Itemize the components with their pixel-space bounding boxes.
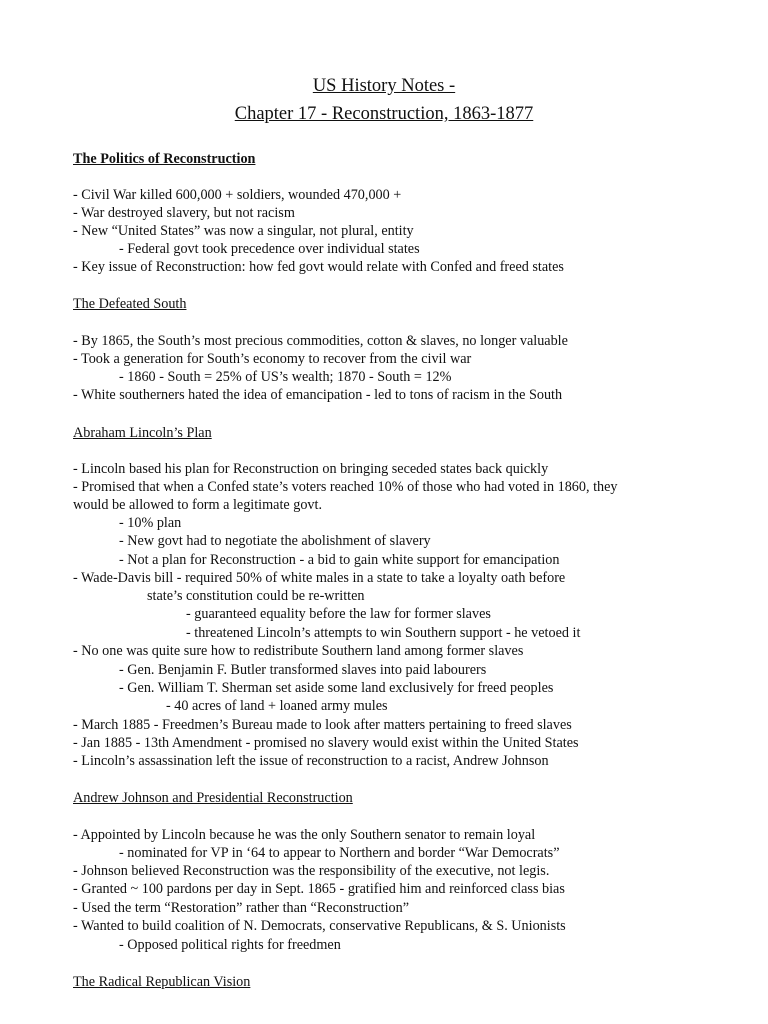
section-heading: Abraham Lincoln’s Plan xyxy=(73,425,212,441)
note-line: - Appointed by Lincoln because he was the only Southern senator to remain loyal xyxy=(73,827,536,843)
section-heading: The Defeated South xyxy=(73,296,187,312)
section-heading: Andrew Johnson and Presidential Reconstruction xyxy=(73,790,353,806)
section-heading: The Radical Republican Vision xyxy=(73,974,251,990)
chapter-subtitle: Chapter 17 - Reconstruction, 1863-1877 xyxy=(234,104,534,124)
note-line: - Lincoln’s assassination left the issue of reconstruction to a racist, Andrew Johnson xyxy=(73,753,549,769)
note-line: - Civil War killed 600,000 + soldiers, wounded 470,000 + xyxy=(73,187,402,203)
note-line: - Johnson believed Reconstruction was the responsibility of the executive, not legis. xyxy=(73,863,550,879)
note-line: - Took a generation for South’s economy to recover from the civil war xyxy=(73,351,472,367)
note-line-indented: - 40 acres of land + loaned army mules xyxy=(166,698,388,714)
note-line: - Key issue of Reconstruction: how fed govt would relate with Confed and freed states xyxy=(73,259,564,275)
note-line-indented: - threatened Lincoln’s attempts to win Southern support - he vetoed it xyxy=(186,625,581,641)
note-line-indented: - nominated for VP in ‘64 to appear to Northern and border “War Democrats” xyxy=(119,845,560,861)
note-line: - Promised that when a Confed state’s voters reached 10% of those who had voted in 1860, they xyxy=(73,479,618,495)
note-line-indented: - guaranteed equality before the law for former slaves xyxy=(186,606,491,622)
note-line-indented: - Gen. William T. Sherman set aside some land exclusively for freed peoples xyxy=(119,680,554,696)
note-line: - War destroyed slavery, but not racism xyxy=(73,205,295,221)
note-line-indented: - 10% plan xyxy=(119,515,182,531)
note-line-indented: - Opposed political rights for freedmen xyxy=(119,937,341,953)
note-line-indented: - Gen. Benjamin F. Butler transformed slaves into paid labourers xyxy=(119,662,487,678)
note-line: would be allowed to form a legitimate govt. xyxy=(73,497,323,513)
note-line: - Lincoln based his plan for Reconstruction on bringing seceded states back quickly xyxy=(73,461,549,477)
note-line: - Used the term “Restoration” rather than “Reconstruction” xyxy=(73,900,410,916)
note-line: - By 1865, the South’s most precious commodities, cotton & slaves, no longer valuable xyxy=(73,333,568,349)
note-line: - No one was quite sure how to redistribute Southern land among former slaves xyxy=(73,643,524,659)
note-line: - Wanted to build coalition of N. Democrats, conservative Republicans, & S. Unionists xyxy=(73,918,566,934)
note-line: - Wade-Davis bill - required 50% of white males in a state to take a loyalty oath before xyxy=(73,570,566,586)
note-line-indented: - New govt had to negotiate the abolishment of slavery xyxy=(119,533,431,549)
note-line-indented: - Not a plan for Reconstruction - a bid to gain white support for emancipation xyxy=(119,552,560,568)
note-line-indented: state’s constitution could be re-written xyxy=(147,588,365,604)
note-line-indented: - Federal govt took precedence over individual states xyxy=(119,241,420,257)
note-line-indented: - 1860 - South = 25% of US’s wealth; 1870 - South = 12% xyxy=(119,369,452,385)
note-line: - March 1885 - Freedmen’s Bureau made to look after matters pertaining to freed slaves xyxy=(73,717,572,733)
note-line: - Granted ~ 100 pardons per day in Sept. 1865 - gratified him and reinforced class bias xyxy=(73,881,565,897)
section-heading: The Politics of Reconstruction xyxy=(73,151,256,167)
page-title: US History Notes - xyxy=(312,76,456,96)
note-line: - Jan 1885 - 13th Amendment - promised no slavery would exist within the United States xyxy=(73,735,579,751)
note-line: - White southerners hated the idea of emancipation - led to tons of racism in the South xyxy=(73,387,563,403)
note-line: - New “United States” was now a singular, not plural, entity xyxy=(73,223,414,239)
